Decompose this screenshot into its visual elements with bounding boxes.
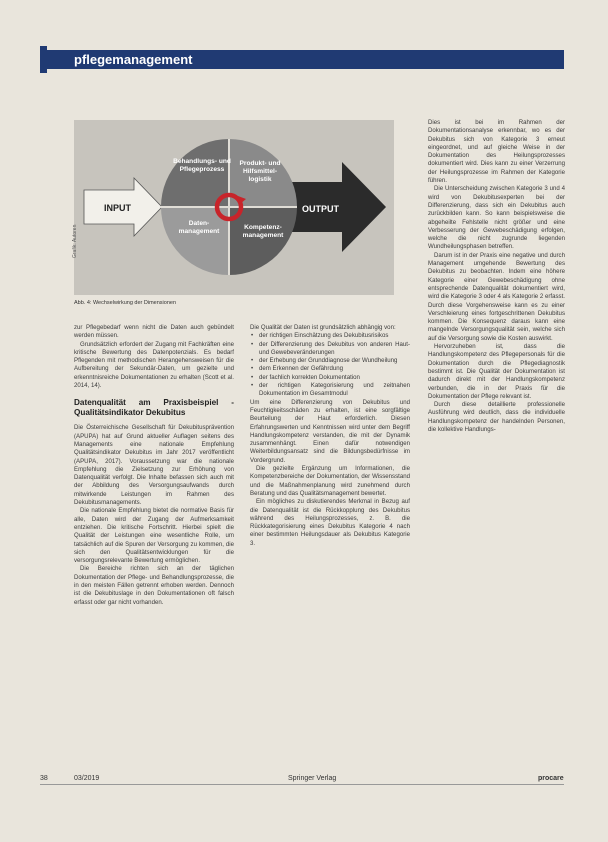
issue-number: 03/2019 — [74, 775, 100, 782]
bullet-list — [250, 332, 410, 398]
label-care-process: Behandlungs- und Pflegeprozess — [173, 158, 231, 173]
list-item: • der fachlich korrekten Dokumentation — [259, 374, 410, 382]
column-right — [428, 119, 565, 434]
publisher: Springer Verlag — [288, 775, 337, 782]
section-heading: Datenqualität am Praxisbeispiel - Qualitätsindikator Dekubitus — [74, 398, 234, 417]
label-logistics: Produkt- und Hilfsmittel- logistik — [239, 160, 281, 183]
label-competence: Kompetenz- management — [242, 224, 284, 239]
quadrant-competence — [229, 207, 297, 275]
paragraph: Hervorzuheben ist, dass die Handlungskompetenz des Pflegepersonals für die Dokumentation durch die Pflegediagnostik bestimmt ist. Die Qualität der Dokumentation ist dadurch direkt mit der Handlungskompetenz verbunden, die in der Praxis für die Dokumentation der Pflege relevant ist. — [428, 343, 565, 400]
page-number: 38 — [40, 775, 48, 782]
figure-credit: Grafik: Autoren — [72, 224, 78, 258]
figure-diagram — [74, 120, 394, 295]
paragraph: Die Qualität der Daten ist grundsätzlich abhängig von: — [250, 324, 396, 331]
column-middle — [250, 324, 410, 548]
list-item: • dem Erkennen der Gefährdung — [259, 365, 410, 373]
column-left — [74, 324, 234, 607]
paragraph: Die nationale Empfehlung bietet die normative Basis für alle, Daten wird der Zugang der Aufmerksamkeit entziehen. Die kritische Fortschritt. Hierbei spielt die Qualität der Leistungen eine wesentliche Rolle, um tatsächlich auf die Spuren der Versorgung zu kommen, die sich den Qualitätsentwicklungen für die versorgungsrelevante Bewertung ermöglichen. — [74, 507, 234, 565]
paragraph: Durch diese detaillierte professionelle Ausführung wird deutlich, dass die individuelle Handlungskompetenz der handelnden Personen, die kollektive Handlungs- — [428, 401, 565, 433]
output-label: OUTPUT — [302, 204, 339, 214]
footer-rule — [40, 784, 564, 785]
paragraph: Die gezielte Ergänzung um Informationen, die Kompetenzbereiche der Dokumentation, der Wissensstand und die Maßnahmenplanung wird zunehmend durch Beratung und das Qualitätsmanagement bewertet. — [250, 465, 410, 497]
list-item: • der richtigen Einschätzung des Dekubitusrisikos — [259, 332, 410, 340]
list-item: • der Differenzierung des Dekubitus von anderen Haut- und Gewebeveränderungen — [259, 341, 410, 358]
quadrant-data-management — [161, 207, 229, 275]
list-item: • der Erhebung der Grunddiagnose der Wundheilung — [259, 357, 410, 365]
label-data-management: Daten- management — [178, 220, 220, 235]
input-label: INPUT — [104, 203, 131, 213]
brand-name: procare — [538, 775, 564, 782]
paragraph: Dies ist bei im Rahmen der Dokumentationsanalyse erkennbar, wo es der Dekubitus sich von Kategorie 3 erneut eingeordnet, und auf gleiche Weise in der Dokumentation des Heilungsprozesses dokumentiert wird. Dies kann zu einer Verzerrung der Heilungsprozesse im Rahmen der Kategorie führen. — [428, 119, 565, 185]
paragraph: Darum ist in der Praxis eine negative und durch Management umgehende Bewertung des Dekubitus zu beobachten. Indem eine höhere Kategorie einer Gewebeschädigung ohne entsprechende Datenqualität dokumentiert wird, wird die Kategorie 3 oder 4 als Kategorie 2 erfasst. Durch diese Vorgehensweise kann es zu einer Verschleierung eines fortgeschrittenen Dekubitus kommen. Die Konsequenz daraus kann eine mangelnde Versorgungsqualität sein, welche sich auf die Versorgung sowie die Kosten auswirkt. — [428, 251, 565, 342]
list-item: • der richtigen Kategorisierung und zeitnahen Dokumentation im Gesamtmodul — [259, 382, 410, 399]
figure-dimensions — [74, 120, 394, 295]
paragraph: Die Bereiche richten sich an der täglichen Dokumentation der Pflege- und Behandlungsprozesse, die in den meisten Fällen getrennt erhoben werden. Dennoch ist die Dekubituslage in den Dokumentationen oft falsch erfasst oder gar nicht vorhanden. — [74, 565, 234, 606]
paragraph: zur Pflegebedarf wenn nicht die Daten auch gebündelt werden müssen. — [74, 324, 234, 340]
paragraph: Grundsätzlich erfordert der Zugang mit Fachkräften eine kritische Bewertung des Datenpotenzials. Es bedarf Pflegenden mit methodischen Herangehensweisen für die Aufbereitung der Sekundär-Daten, um gezielte und erkenntnisreiche Dokumentationen zu erhalten (Scott et al. 2014, 14). — [74, 340, 234, 390]
paragraph: Um eine Differenzierung von Dekubitus und Feuchtigkeitsschäden zu erhalten, ist eine sorgfältige Beurteilung der Haut erforderlich. Diesen Erfahrungswerten und Kenntnissen wird unter dem Begriff Handlungskompetenz verstanden, die mit der Dynamik zusammenhängt. Einen dafür notwendigen Weiterbildungsansatz sind die Bildungsbedürfnisse im Vordergrund. — [250, 398, 410, 464]
figure-caption: Abb. 4: Wechselwirkung der Dimensionen — [74, 300, 177, 306]
paragraph: Die Unterscheidung zwischen Kategorie 3 und 4 wird von Dekubitusexperten bei der Differenzierung, dass sich ein Dekubitus auch zurückbilden kann. So kann beispielsweise die abgeheilte Fehlstelle nicht größer und eine Verbesserung der Gewebeschädigung erfolgen, welche die nicht zugrunde liegenden Wundheilungsphasen betreffen. — [428, 185, 565, 251]
paragraph: Ein mögliches zu diskutierendes Merkmal in Bezug auf die Datenqualität ist die Rückkopplung des Dekubitus während des Heilungsprozesses, z. B. die Rückkategorisierung eines Dekubitus Kategorie 4 nach einer bestimmten Heilungsdauer als Dekubitus Kategorie 3. — [250, 498, 410, 547]
section-title: pflegemanagement — [74, 52, 193, 67]
paragraph: Die Österreichische Gesellschaft für Dekubitusprävention (APUPA) hat auf Grund aktueller Auflagen seitens des Managements eine nationale Empfehlung Qualitätsindikator Dekubitus im Jahr 2017 veröffentlicht (APUPA, 2017). Voraussetzung war die nationale Empfehlung die Zielsetzung zur Erhöhung von Datenqualität verfolgt. Die Inhalte befassen sich auch mit der Abbildung des Versorgungsaufwands durch mitwirkende Leistungen im Rahmen des Dekubitusmanagements. — [74, 424, 234, 507]
